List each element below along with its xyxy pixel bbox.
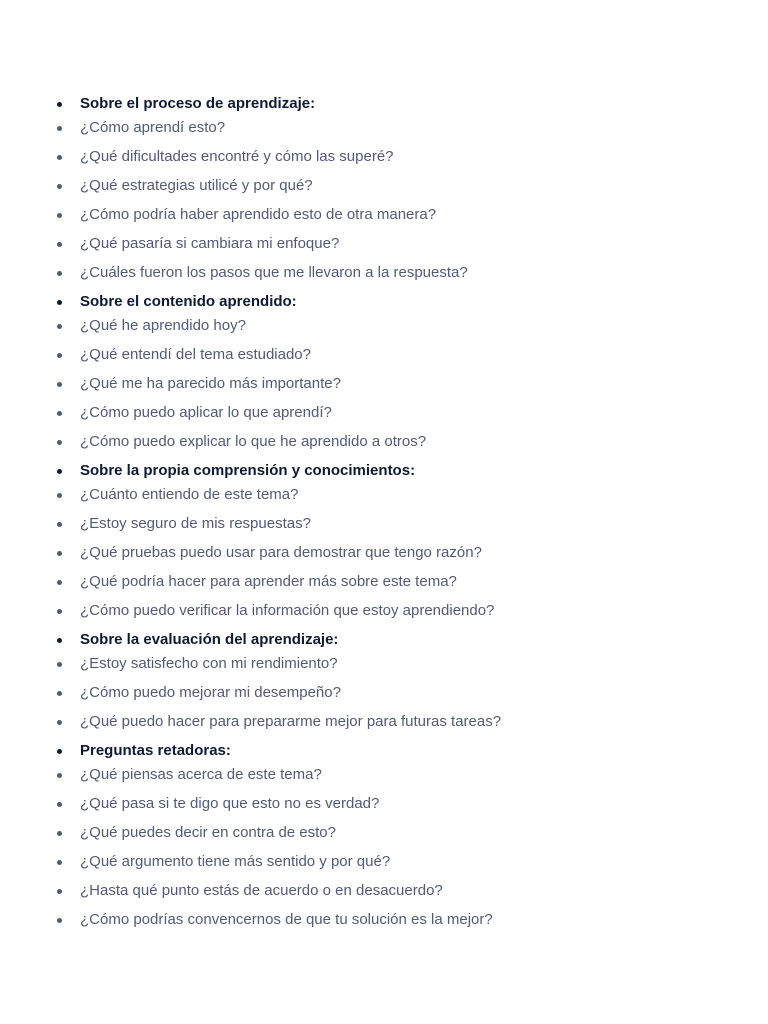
- bullet-icon: [57, 551, 62, 556]
- question-item: [0, 907, 768, 936]
- question-text: ¿Qué pasaría si cambiara mi enfoque?: [80, 235, 340, 252]
- question-text: ¿Qué estrategias utilicé y por qué?: [80, 177, 313, 194]
- bullet-icon: [57, 831, 62, 836]
- section-heading-text: Sobre la evaluación del aprendizaje:: [80, 631, 339, 648]
- bullet-icon: [57, 382, 62, 387]
- question-text: ¿Cuánto entiendo de este tema?: [80, 486, 299, 503]
- section-heading-text: Sobre el contenido aprendido:: [80, 293, 297, 310]
- bullet-icon: [57, 609, 62, 614]
- bullet-icon: [57, 102, 62, 107]
- bullet-icon: [57, 918, 62, 923]
- bullet-icon: [57, 184, 62, 189]
- question-item: [0, 849, 768, 878]
- question-text: ¿Hasta qué punto estás de acuerdo o en desacuerdo?: [80, 882, 443, 899]
- question-text: ¿Estoy seguro de mis respuestas?: [80, 515, 311, 532]
- question-text: ¿Qué puedes decir en contra de esto?: [80, 824, 336, 841]
- section-heading: [0, 289, 768, 313]
- question-item: [0, 202, 768, 231]
- question-text: ¿Cómo podría haber aprendido esto de otra manera?: [80, 206, 437, 223]
- question-text: ¿Qué piensas acerca de este tema?: [80, 766, 322, 783]
- question-item: [0, 791, 768, 820]
- question-text: ¿Qué dificultades encontré y cómo las superé?: [80, 148, 394, 165]
- question-item: [0, 820, 768, 849]
- question-item: [0, 540, 768, 569]
- question-item: [0, 429, 768, 458]
- section-heading-text: Sobre el proceso de aprendizaje:: [80, 95, 316, 112]
- question-item: [0, 878, 768, 907]
- bullet-icon: [57, 860, 62, 865]
- question-text: ¿Qué puedo hacer para prepararme mejor para futuras tareas?: [80, 713, 502, 730]
- question-item: [0, 482, 768, 511]
- bullet-icon: [57, 155, 62, 160]
- question-text: ¿Cómo puedo verificar la información que estoy aprendiendo?: [80, 602, 495, 619]
- question-text: ¿Qué pruebas puedo usar para demostrar que tengo razón?: [80, 544, 482, 561]
- bullet-icon: [57, 324, 62, 329]
- question-item: [0, 511, 768, 540]
- bullet-icon: [57, 580, 62, 585]
- bullet-icon: [57, 242, 62, 247]
- bullet-icon: [57, 469, 62, 474]
- bullet-icon: [57, 411, 62, 416]
- question-item: [0, 680, 768, 709]
- question-text: ¿Qué pasa si te digo que esto no es verdad?: [80, 795, 380, 812]
- bullet-icon: [57, 493, 62, 498]
- bullet-icon: [57, 662, 62, 667]
- section-heading: [0, 738, 768, 762]
- question-item: [0, 569, 768, 598]
- bullet-icon: [57, 638, 62, 643]
- question-item: [0, 313, 768, 342]
- bullet-icon: [57, 300, 62, 305]
- question-text: ¿Cómo puedo aplicar lo que aprendí?: [80, 404, 332, 421]
- question-text: ¿Qué entendí del tema estudiado?: [80, 346, 311, 363]
- question-item: [0, 144, 768, 173]
- bullet-icon: [57, 353, 62, 358]
- question-text: ¿Cómo aprendí esto?: [80, 119, 226, 136]
- question-text: ¿Cómo puedo explicar lo que he aprendido a otros?: [80, 433, 427, 450]
- question-text: ¿Qué podría hacer para aprender más sobre este tema?: [80, 573, 457, 590]
- question-item: [0, 342, 768, 371]
- question-item: [0, 371, 768, 400]
- question-item: [0, 260, 768, 289]
- question-item: [0, 709, 768, 738]
- question-item: [0, 173, 768, 202]
- bullet-icon: [57, 440, 62, 445]
- question-text: ¿Cómo podrías convencernos de que tu solución es la mejor?: [80, 911, 493, 928]
- question-item: [0, 231, 768, 260]
- question-text: ¿Cuáles fueron los pasos que me llevaron a la respuesta?: [80, 264, 468, 281]
- question-text: ¿Qué me ha parecido más importante?: [80, 375, 341, 392]
- bullet-icon: [57, 720, 62, 725]
- reflection-question-list: [0, 91, 768, 936]
- section-heading: [0, 91, 768, 115]
- section-heading: [0, 627, 768, 651]
- bullet-icon: [57, 271, 62, 276]
- section-heading: [0, 458, 768, 482]
- question-text: ¿Cómo puedo mejorar mi desempeño?: [80, 684, 341, 701]
- question-text: ¿Qué he aprendido hoy?: [80, 317, 246, 334]
- bullet-icon: [57, 522, 62, 527]
- section-heading-text: Preguntas retadoras:: [80, 742, 231, 759]
- section-heading-text: Sobre la propia comprensión y conocimientos:: [80, 462, 416, 479]
- bullet-icon: [57, 126, 62, 131]
- bullet-icon: [57, 889, 62, 894]
- bullet-icon: [57, 802, 62, 807]
- bullet-icon: [57, 691, 62, 696]
- bullet-icon: [57, 213, 62, 218]
- question-item: [0, 598, 768, 627]
- question-text: ¿Estoy satisfecho con mi rendimiento?: [80, 655, 338, 672]
- bullet-icon: [57, 749, 62, 754]
- question-item: [0, 651, 768, 680]
- question-item: [0, 762, 768, 791]
- bullet-icon: [57, 773, 62, 778]
- question-item: [0, 400, 768, 429]
- question-text: ¿Qué argumento tiene más sentido y por qué?: [80, 853, 391, 870]
- question-item: [0, 115, 768, 144]
